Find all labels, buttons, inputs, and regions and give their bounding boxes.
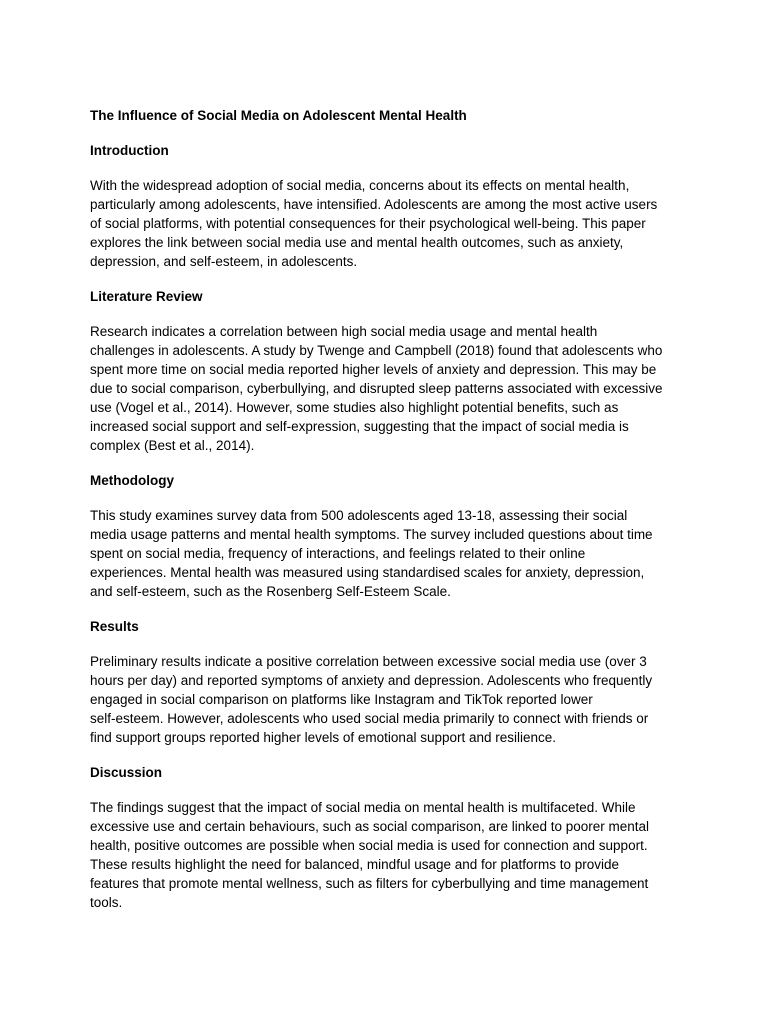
paragraph-line: With the widespread adoption of social media, concerns about its effects on mental health, bbox=[90, 178, 630, 193]
paragraph-discussion bbox=[90, 798, 690, 912]
document-page bbox=[90, 106, 690, 928]
section-heading-results: Results bbox=[90, 619, 139, 634]
section-heading-introduction: Introduction bbox=[90, 143, 169, 158]
paragraph-literature-review bbox=[90, 322, 690, 455]
paragraph-line: hours per day) and reported symptoms of anxiety and depression. Adolescents who frequently bbox=[90, 673, 653, 688]
section-introduction bbox=[90, 141, 690, 271]
paragraph-line: media usage patterns and mental health symptoms. The survey included questions about time bbox=[90, 527, 653, 542]
paragraph-methodology bbox=[90, 506, 690, 601]
paragraph-line: tools. bbox=[90, 895, 123, 910]
paragraph-line: explores the link between social media use and mental health outcomes, such as anxiety, bbox=[90, 235, 624, 250]
paragraph-line: features that promote mental wellness, such as filters for cyberbullying and time management bbox=[90, 876, 649, 891]
section-methodology bbox=[90, 471, 690, 601]
paragraph-line: engaged in social comparison on platforms like Instagram and TikTok reported lower bbox=[90, 692, 593, 707]
paragraph-line: Preliminary results indicate a positive correlation between excessive social media use (over 3 bbox=[90, 654, 647, 669]
paragraph-line: use (Vogel et al., 2014). However, some studies also highlight potential benefits, such as bbox=[90, 400, 619, 415]
paragraph-line: self-esteem. However, adolescents who used social media primarily to connect with friends or bbox=[90, 711, 649, 726]
paragraph-line: spent on social media, frequency of interactions, and feelings related to their online bbox=[90, 546, 586, 561]
paragraph-introduction bbox=[90, 176, 690, 271]
paragraph-line: The findings suggest that the impact of social media on mental health is multifaceted. While bbox=[90, 800, 636, 815]
paragraph-results bbox=[90, 652, 690, 747]
section-heading-methodology: Methodology bbox=[90, 473, 174, 488]
section-discussion bbox=[90, 763, 690, 912]
paragraph-line: complex (Best et al., 2014). bbox=[90, 438, 255, 453]
paragraph-line: These results highlight the need for balanced, mindful usage and for platforms to provide bbox=[90, 857, 620, 872]
section-results bbox=[90, 617, 690, 747]
paragraph-line: spent more time on social media reported higher levels of anxiety and depression. This may be bbox=[90, 362, 657, 377]
paragraph-line: This study examines survey data from 500 adolescents aged 13-18, assessing their social bbox=[90, 508, 628, 523]
paragraph-line: and self-esteem, such as the Rosenberg Self-Esteem Scale. bbox=[90, 584, 451, 599]
paragraph-line: excessive use and certain behaviours, such as social comparison, are linked to poorer mental bbox=[90, 819, 650, 834]
paragraph-line: challenges in adolescents. A study by Twenge and Campbell (2018) found that adolescents who bbox=[90, 343, 663, 358]
paragraph-line: Research indicates a correlation between high social media usage and mental health bbox=[90, 324, 598, 339]
paragraph-line: of social platforms, with potential consequences for their psychological well-being. This paper bbox=[90, 216, 646, 231]
paragraph-line: particularly among adolescents, have intensified. Adolescents are among the most active users bbox=[90, 197, 658, 212]
paragraph-line: due to social comparison, cyberbullying, and disrupted sleep patterns associated with excessive bbox=[90, 381, 663, 396]
paragraph-line: depression, and self-esteem, in adolescents. bbox=[90, 254, 358, 269]
section-heading-literature-review: Literature Review bbox=[90, 289, 203, 304]
paragraph-line: experiences. Mental health was measured using standardised scales for anxiety, depression, bbox=[90, 565, 645, 580]
paragraph-line: health, positive outcomes are possible when social media is used for connection and support. bbox=[90, 838, 648, 853]
paragraph-line: find support groups reported higher levels of emotional support and resilience. bbox=[90, 730, 557, 745]
section-heading-discussion: Discussion bbox=[90, 765, 163, 780]
section-literature-review bbox=[90, 287, 690, 455]
document-title: The Influence of Social Media on Adolescent Mental Health bbox=[90, 108, 467, 123]
paragraph-line: increased social support and self-expression, suggesting that the impact of social media is bbox=[90, 419, 629, 434]
